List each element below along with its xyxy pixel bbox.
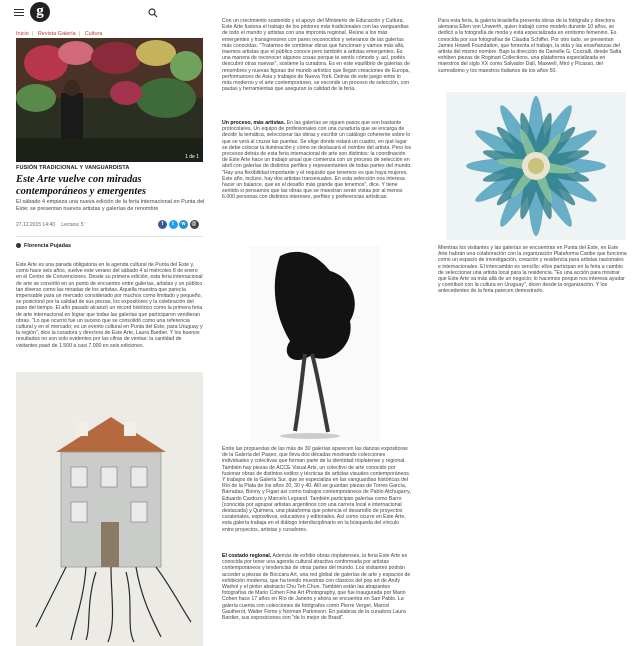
article-section-proceso [222, 120, 412, 201]
article-lede: El sábado 4 empieza una nueva edición de la feria internacional en Punta del Este; se presentan nuevos artistas y galerías de renombre [16, 199, 205, 212]
twitter-icon[interactable]: t [169, 220, 178, 229]
article-paragraph-6: Para esta feria, la galería brasileña presenta obras de la fotógrafa y directora alemana Ellen von Unwerth, quien trabajó como modelo durante 10 años, se dedicó a la fotografía de moda y está especializada en erotismo femenino. Es conocida por sus fotografías de Claudia Schiffer. Por otro lado, se presentan James Howell Foundation, que fomenta el trabajo, la vida y las enseñanzas del artista del mismo nombre. Bajo la dirección de Danielle G. Cozzalli, desde Salta exhiben piezas de Roginart Collections, una plataforma especializada en maestros del siglo XX como Salvador Dalí, Maxwell, Miró y Picasso, del surrealismo y los maestros italianos de los años 50. [438, 18, 622, 74]
article-kicker: FUSIÓN TRADICIONAL Y VANGUARDISTA [16, 165, 130, 171]
breadcrumb-item-cultura[interactable]: Cultura [84, 31, 103, 37]
share-bar [158, 220, 199, 229]
breadcrumb-item-revista[interactable]: Revista Galería [37, 31, 76, 37]
glass-artwork-image[interactable] [446, 92, 626, 240]
house-artwork-image[interactable] [16, 372, 203, 646]
article-paragraph-2: Con un crecimiento sostenido y el apoyo del Ministerio de Educación y Cultura, Este Arte fusiona el trabajo de los pintores más tradicionales con las vanguardias de todo el mundo y artistas con una impronta regional. Reúne a los más emergentes y transgresores con pares reconocidos y veteranos de las galerías más conocidas. "Tratamos de combinar obras que funcionan y vamos más allá, traemos artistas que el público conoce pero también a artistas emergentes. Es una manera de reconocer algunos cosas porque te sentís cómodo y, así, podés descubrir otras nuevas", sostiene la curadora. Es en este equilibrio de galerías de renombres y nuevas figuras del mundo artístico que llegan creaciones de Europa, performances de Asia y trabajos de Nueva York. Detrás de este juego entre lo más moderno y el arte contemporáneo, se esconde un proceso de selección, con pautas y herramientas que aseguran la calidad de la feria. [222, 18, 411, 93]
divider [16, 236, 203, 237]
breadcrumb: Inicio | Revista Galería | Cultura [16, 31, 103, 37]
author-icon [16, 243, 21, 248]
article-paragraph-7: Mientras los visitantes y las galerías se encuentran en Punta del Este, en Este Arte habrán una colaboración con la organización Plataforma Caribe que funciona como un espacio de investigación, creación y residencia para artistas nacionales e internacionales. El intercambio es sencillo: ellos participan en la feria a cambio de seleccionar una artista local para la residencia. "Es una acción para mostrar que Este Arte va más allá de un negocio; lo hacemos porque nos interesa ayudar y contribuir con la cultura en Uruguay", dicen desde la organización. Y los antecedentes de la feria parecen demostrarlo. [438, 245, 627, 295]
author-name: Florencia Pujadas [24, 243, 72, 249]
facebook-icon[interactable]: f [158, 220, 167, 229]
top-bar [8, 0, 211, 26]
left-column [8, 0, 211, 646]
article-headline: Este Arte vuelve con miradas contemporáneos y emergentes [16, 174, 147, 197]
article-paragraph-3: En las galerías se siguen pasos que son bastante protocolares. Un equipo de profesionales con una curaduría que se encarga de decidir la temática, seleccionar las obras y escribir un catálogo coherente sobre lo que se verá al cruzar las puertas. Se elige donde estará un cuadro, en qué lugar se debe colocar la iluminación y cómo se destacará el nombre del artista. Pero los procesos detrás de esta feria internacional de arte son distintos: la coordinación de Este Arte hace un trabajo anual que comienza con un proceso de selección en abril con galerías de distintos perfiles y representantes de todas partes del mundo. "Hay una flexibilidad importante y el requisito que tenemos es que haya mujeres. Este año, incluso, hay dos artistas transexuales. En esta selección nos interesa hacer un balance, que es el desafío más grande que tenemos", dice. Y tiene sentido si pensamos que las obras que se muestran serán vistas por al menos 6.000 personas con distintos intereses, perfiles y preferencias artísticas. [222, 120, 412, 201]
breadcrumb-item-inicio[interactable]: Inicio [16, 31, 29, 37]
whatsapp-icon[interactable]: w [179, 220, 188, 229]
article-paragraph-1: Este Arte es una parada obligatoria en la agenda cultural de Punta del Este y, como hace seis años, vuelve este verano del sábado 4 al miércoles 8 de enero en el Centro de Convenciones. Desde su primera edición, esta feria internacional de arte se convirtió en un punto de encuentro entre galerías, artistas y un público tan diverso como las miradas de los artistas. Aquella muestra que parecía impensable para un mercado considerado por muchos como limitado y pequeño, se posicionó por la calidad de sus piezas, los expositores y la celebración del paso del tiempo. El año pasado alcanzó un récord histórico como la primera feria de arte internacional en lograr que todas las galerías que participaron vendieran obras. "Lo que ocurrió fue un suceso que se consolidó como una referencia cultural y en el mercado; es un evento cultural en Punta del Este, para Uruguay y la región", dice la curadora y directora de Este Arte, Laura Bardier. Y los buenos resultados no son solo evidentes por las cifras de ventas: la cantidad de visitantes pasó de 1.500 a casi 7.000 en seis ediciones. [16, 262, 203, 349]
read-time: Lectura: 5' [61, 222, 85, 228]
site-logo[interactable]: g [30, 2, 50, 22]
section-title-regional: El costado regional. [222, 553, 272, 559]
menu-icon[interactable] [14, 9, 24, 18]
section-title-proceso: Un proceso, más artistas. [222, 120, 286, 126]
article-meta [16, 222, 85, 228]
image-counter: 1 de 1 [185, 154, 199, 160]
article-section-regional [222, 553, 412, 621]
search-icon[interactable] [148, 8, 158, 18]
author-byline[interactable] [16, 243, 71, 249]
dancer-photo[interactable] [250, 246, 380, 442]
link-icon[interactable]: @ [190, 220, 199, 229]
hero-image[interactable] [16, 38, 203, 162]
article-date: 27.12.2015 14:40 [16, 222, 55, 228]
article-paragraph-4: Entre las propuestas de las más de 30 galerías aparecen las danzas expositoras de la Galería del Paseo, que lleva dos décadas mostrando colecciones individuales y colectivas que forman parte de la identidad rioplatense y regional. También hay piezas de ACCE Visual Arts, un colectivo de arte conocido por fusionar obras de distintos estilos y técnicas de artistas visuales contemporáneos. Y trabajos de la Galería Sur, que se especializa en las vanguardias históricas del Río de la Plata de los años 20, 30 y 40. Allí se guardan piezas de Torres García, Barradas, Bonny y Figari así como trabajos contemporáneos de Pablo Atchugarry, Eduardo Cardozo y Marcelo Legrand. También participan galerías como Barro (conocida por agrupar artistas argentinos con una carrera local e internacional destacada) y Quimera, una plataforma que potencia el desarrollo de proyectos curatoriales, expositivos, educativos y editoriales. Así como ocurre en Este Arte, esta galería trabaja en el diálogo interdisciplinario en la búsqueda del vínculo entre proyectos, artistas y curadores. [222, 446, 411, 533]
article-paragraph-5: Además de exhibir obras rioplatenses, la feria Este Arte es conocida por tener una agenda cultural atractiva conformada por artistas contemporáneos y tendencias de otras partes del mundo. Los visitantes podrán acceder a piezas de Boccara Art, una red global de galerías de arte y espacios de exhibición moderna, que ha tenido muestras con clásicos del pop art de Andy Warhol y el pintor abstracto Chu Teh Chun. También están las atrapantes fotografías de Mario Cohen Fine Art Photography, que fue inaugurada por Mario Cohen hace 17 años en Río de Janeiro y ahora se encuentra en San Pablo. La galería cuenta con colecciones de fotógrafos como Pierre Verger, Marcel Gautherot, Walter Firmo y Norman Parkinson. En palabras de la curadora Laura Bardier, sus exposiciones son "de lo mejor de Brasil". [222, 553, 411, 622]
